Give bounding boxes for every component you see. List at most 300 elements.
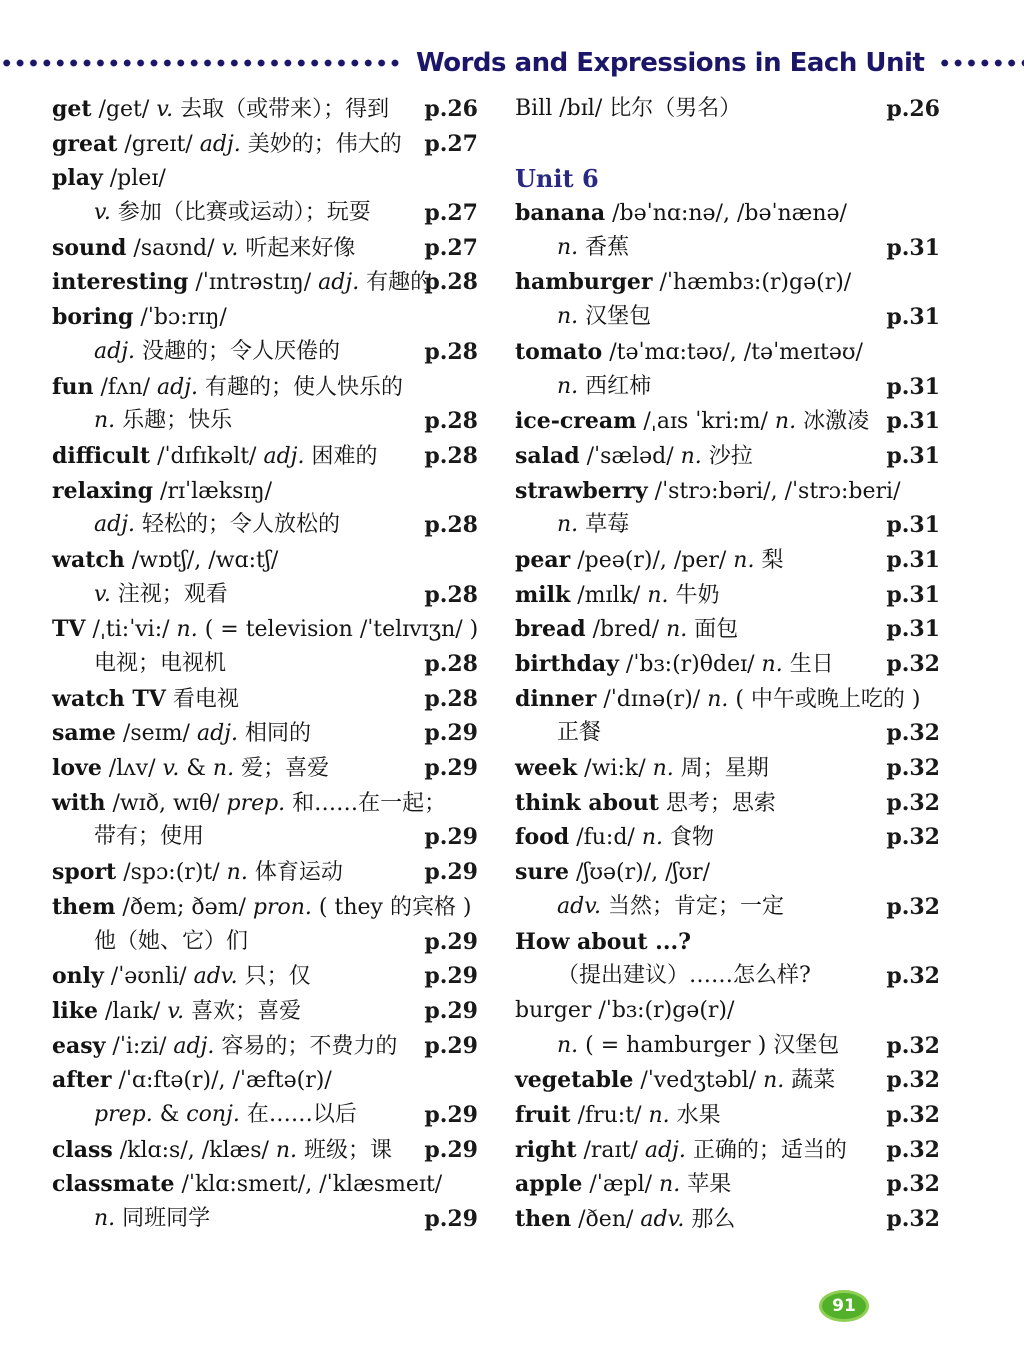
entry-line (52, 716, 478, 751)
entry-text: sport (52, 859, 117, 886)
entry-text: /lʌv/ (101, 756, 163, 782)
entry-text: 香蕉 (578, 234, 630, 260)
entry-text: Bill /bɪl/ 比尔（男名） (515, 96, 742, 121)
entry-text: /klɑ:s/, /klæs/ (112, 1137, 276, 1163)
entry-text: /ˈvedʒtəbl/ (633, 1068, 764, 1094)
entry-text: n. (659, 1172, 681, 1198)
entry-text: 爱；喜爱 (234, 756, 330, 782)
entry-line (515, 92, 940, 127)
entry-text: food (515, 824, 570, 851)
entry-text: adv. (557, 893, 602, 919)
entry-line (52, 1202, 478, 1237)
entry-line (52, 1167, 478, 1202)
entry-text: n. (707, 686, 729, 712)
page-ref: p.32 (886, 1206, 940, 1232)
header-dotted-rule-right (938, 58, 1024, 68)
entry-text: Unit 6 (515, 164, 599, 194)
page-ref: p.28 (424, 269, 478, 296)
entry-text: adj. (94, 338, 136, 364)
entry-text: /seɪm/ (115, 721, 197, 747)
entry-line (52, 508, 478, 543)
entry-text: 同班同学 (115, 1206, 211, 1231)
entry-line (52, 543, 478, 578)
entry-text: 面包 (687, 617, 739, 643)
entry-line (52, 647, 478, 682)
entry-text: burger /ˈbɜ:(r)gə(r)/ (515, 997, 735, 1023)
entry-text: n. (641, 825, 663, 851)
page-ref: p.31 (886, 304, 940, 331)
page-ref: p.29 (424, 1032, 478, 1059)
entry-text: /wɪð, wɪθ/ (105, 790, 227, 816)
entry-text: dinner (515, 685, 597, 712)
entry-line (515, 682, 940, 717)
page-ref: p.32 (886, 893, 940, 920)
entry-text: boring (52, 304, 134, 331)
entry-text: /greɪt/ (117, 131, 200, 157)
entry-line (52, 751, 478, 786)
entry-text: /ʃʊə(r)/, /ʃʊr/ (568, 860, 711, 886)
page-ref: p.29 (424, 1136, 478, 1163)
entry-text: adj. (157, 374, 199, 400)
column-right (515, 92, 940, 1237)
entry-text: 正餐 (557, 720, 602, 746)
entry-text: salad (515, 442, 580, 469)
page-ref: p.32 (886, 1171, 940, 1198)
entry-text: /wɒtʃ/, /wɑ:tʃ/ (124, 547, 279, 573)
entry-text: right (515, 1136, 577, 1163)
entry-line (515, 890, 940, 925)
page-ref: p.29 (424, 1206, 478, 1232)
entry-text: n. (647, 582, 669, 608)
entry-text: ice-cream (515, 408, 637, 435)
entry-text: 参加（比赛或运动）；玩耍 (110, 200, 371, 226)
entry-line (515, 786, 940, 821)
page-ref: p.31 (886, 546, 940, 573)
entry-text: milk (515, 581, 571, 608)
entry-text: /ˌaɪs ˈkri:m/ (636, 409, 775, 435)
entry-line (52, 231, 478, 266)
entry-text: adv. (640, 1207, 685, 1232)
entry-text: /ˈhæmbɜ:(r)gə(r)/ (652, 270, 852, 296)
entry-line (52, 265, 478, 300)
entry-text: v. (167, 998, 185, 1024)
entry-text: n. (666, 617, 688, 643)
entry-text: 食物 (663, 825, 714, 851)
entry-text: 汉堡包 (578, 304, 652, 330)
entry-text: 电视；电视机 (94, 651, 227, 676)
entry-line (515, 231, 940, 266)
entry-text: only (52, 963, 104, 990)
entry-text: banana (515, 200, 606, 227)
entry-text: /wi:k/ (577, 756, 653, 782)
entry-text: /raɪt/ (576, 1137, 645, 1163)
entry-text: adj. (196, 721, 238, 747)
page-header (0, 46, 1024, 80)
entry-text: watch TV (52, 685, 166, 712)
page-number-badge (819, 1290, 869, 1322)
entry-text: /ˈklɑ:smeɪt/, /ˈklæsmeɪt/ (174, 1172, 443, 1198)
page-ref: p.28 (424, 338, 478, 365)
page-ref: p.32 (886, 789, 940, 816)
entry-text: 草莓 (578, 512, 630, 538)
entry-text: then (515, 1206, 572, 1232)
page-ref: p.28 (424, 651, 478, 677)
entry-text: /ˈi:zi/ (105, 1033, 174, 1059)
entry-text: 班级；课 (297, 1137, 393, 1163)
entry-text: 轻松的；令人放松的 (135, 512, 341, 538)
entry-text: 思考；思索 (658, 790, 776, 816)
entry-text: fun (52, 373, 94, 400)
entry-line (52, 1133, 478, 1168)
entry-text: difficult (52, 442, 151, 469)
entry-line (52, 335, 478, 370)
entry-line (52, 127, 478, 162)
entry-text: 没趣的；令人厌倦的 (135, 338, 341, 364)
entry-text: easy (52, 1032, 106, 1059)
entry-text: n. (176, 617, 198, 643)
entry-text: strawberry (515, 477, 648, 504)
entry-text: /rɪˈlæksɪŋ/ (153, 478, 273, 504)
entry-text: great (52, 130, 118, 157)
page-ref: p.27 (424, 200, 478, 227)
entry-line (52, 925, 478, 960)
entry-line (515, 196, 940, 231)
entry-text: hamburger (515, 269, 653, 296)
entry-line (52, 1063, 478, 1098)
page-ref: p.29 (424, 824, 478, 851)
entry-line (515, 959, 940, 994)
page-title: Words and Expressions in Each Unit (416, 48, 925, 78)
entry-line (52, 855, 478, 890)
entry-text: relaxing (52, 477, 154, 504)
entry-text: 冰激凌 (796, 409, 870, 435)
entry-text: with (52, 789, 106, 816)
entry-text: 听起来好像 (238, 235, 356, 261)
page-ref: p.29 (424, 997, 478, 1024)
entry-text: n. (557, 512, 579, 538)
page-ref: p.32 (886, 720, 940, 747)
entry-text: sound (52, 234, 127, 261)
entry-text: sure (515, 859, 569, 886)
entry-text: adj. (94, 512, 136, 538)
entry-text: week (515, 755, 578, 782)
entry-text: 体育运动 (247, 860, 343, 886)
entry-line (52, 1029, 478, 1064)
entry-text: /fʌn/ (93, 374, 158, 400)
entry-text: /ˌti:ˈvi:/ (85, 617, 177, 643)
header-dotted-rule-left (0, 58, 402, 68)
entry-text: think about (515, 789, 659, 816)
column-left (52, 92, 478, 1237)
page-ref: p.32 (886, 755, 940, 782)
entry-text: adj. (263, 443, 305, 469)
page-ref: p.27 (424, 130, 478, 157)
page-ref: p.28 (424, 685, 478, 712)
entry-text: /ˈəʊnli/ (103, 964, 194, 990)
entry-line (515, 647, 940, 682)
page-ref: p.32 (886, 1101, 940, 1128)
entry-text: adj. (644, 1137, 686, 1163)
entry-line (52, 682, 478, 717)
entry-text: bread (515, 616, 586, 643)
entry-line (515, 1098, 940, 1133)
entry-line (515, 925, 940, 960)
page-ref: p.28 (424, 581, 478, 608)
entry-text: 注视；观看 (110, 581, 228, 607)
entry-text: n. (648, 1102, 670, 1128)
entry-line (515, 1202, 940, 1237)
page-ref: p.32 (886, 1067, 940, 1094)
entry-text: 那么 (684, 1207, 736, 1232)
entry-text: /ˈstrɔ:bəri/, /ˈstrɔ:beri/ (647, 478, 901, 504)
entry-text: 水果 (669, 1102, 721, 1128)
entry-text: tomato (515, 338, 603, 365)
entry-text: n. (680, 443, 702, 469)
entry-text: 有趣的 (359, 270, 433, 296)
entry-line (52, 439, 478, 474)
entry-text: 蔬菜 (784, 1068, 836, 1094)
page-ref: p.26 (424, 96, 478, 122)
page-ref: p.29 (424, 720, 478, 747)
entry-text: 在……以后 (239, 1101, 357, 1127)
entry-line (52, 196, 478, 231)
page-ref: p.32 (886, 1032, 940, 1059)
page-ref: p.32 (886, 963, 940, 990)
entry-line (515, 716, 940, 751)
entry-line (52, 820, 478, 855)
entry-text: pear (515, 546, 571, 573)
entry-text: 苹果 (680, 1172, 732, 1198)
page-ref: p.29 (424, 963, 478, 990)
entry-text: 梨 (754, 547, 784, 573)
entry-text: love (52, 755, 102, 782)
entry-text: 带有；使用 (94, 824, 205, 850)
entry-line (515, 1133, 940, 1168)
page-ref: p.29 (424, 859, 478, 886)
entry-line (515, 300, 940, 335)
page-ref: p.32 (886, 824, 940, 851)
entry-text: /saʊnd/ (126, 235, 222, 261)
entry-text: /get/ (91, 97, 157, 122)
page-ref: p.32 (886, 1136, 940, 1163)
entry-text: adj. (173, 1033, 215, 1059)
entry-text: 正确的；适当的 (685, 1137, 847, 1163)
entry-line (515, 1029, 940, 1064)
page-ref: p.31 (886, 616, 940, 643)
page-ref: p.31 (886, 373, 940, 400)
entry-text: ( = hamburger ) 汉堡包 (578, 1032, 840, 1058)
entry-text: /laɪk/ (97, 998, 168, 1024)
entry-text: 当然；肯定；一定 (601, 893, 785, 919)
page-ref: p.31 (886, 234, 940, 261)
entry-text: /ðem; ðəm/ (115, 894, 253, 920)
entry-line (52, 890, 478, 925)
entry-text: n. (557, 373, 579, 399)
entry-text: & (152, 1101, 187, 1127)
entry-text: interesting (52, 269, 189, 296)
entry-text: vegetable (515, 1067, 634, 1094)
entry-text: /fru:t/ (570, 1102, 649, 1128)
entry-line (52, 300, 478, 335)
entry-line (515, 855, 940, 890)
entry-text: 周；星期 (673, 756, 769, 782)
entry-text: 西红柿 (578, 373, 652, 399)
entry-text: adj. (318, 270, 360, 296)
entry-text: class (52, 1136, 113, 1163)
page-ref: p.29 (424, 755, 478, 782)
entry-line (52, 612, 478, 647)
page-ref: p.28 (424, 442, 478, 469)
entry-text: classmate (52, 1171, 175, 1198)
entry-text: /ˈɑ:ftə(r)/, /ˈæftə(r)/ (111, 1068, 332, 1094)
entry-text: n. (557, 234, 579, 260)
entry-text: /mɪlk/ (570, 582, 648, 608)
entry-line (52, 994, 478, 1029)
entry-line (515, 474, 940, 509)
entry-text: 容易的；不费力的 (214, 1033, 398, 1059)
page-ref: p.31 (886, 408, 940, 435)
page-ref: p.28 (424, 512, 478, 539)
entry-text: 去取（或带来）；得到 (173, 97, 390, 122)
entry-text: them (52, 893, 116, 920)
entry-text: 困难的 (304, 443, 378, 469)
page-ref: p.26 (886, 96, 940, 122)
entry-line (52, 786, 478, 821)
entry-text: get (52, 96, 92, 122)
entry-text: n. (761, 652, 783, 677)
entry-text: /ˈdɪnə(r)/ (596, 686, 708, 712)
entry-line (515, 265, 940, 300)
entry-text: （提出建议）……怎么样? (557, 963, 811, 989)
page-ref: p.29 (424, 928, 478, 955)
entry-text: watch (52, 546, 125, 573)
entry-text: How about ...? (515, 928, 692, 955)
entry-text: adv. (193, 964, 238, 990)
entry-text: 看电视 (165, 686, 239, 712)
entry-text: /ˈbɔ:rɪŋ/ (133, 305, 227, 331)
page-ref: p.31 (886, 581, 940, 608)
entry-text: 牛奶 (668, 582, 720, 608)
entry-text: v. (94, 581, 111, 607)
entry-text: /pleɪ/ (102, 166, 166, 192)
entry-text: n. (226, 860, 248, 886)
entry-text: like (52, 997, 98, 1024)
entry-text: /ˈæpl/ (582, 1172, 660, 1198)
entry-text: 生日 (782, 652, 834, 677)
entry-text: n. (275, 1137, 298, 1163)
entry-line (52, 161, 478, 196)
entry-line (515, 820, 940, 855)
entry-text: prep. (226, 790, 286, 816)
entry-line (52, 959, 478, 994)
entry-text: fruit (515, 1101, 571, 1128)
entry-text: 和……在一起； (285, 790, 447, 816)
entry-text: pron. (252, 894, 312, 920)
entry-text: 有趣的；使人快乐的 (198, 374, 404, 400)
entry-line (52, 578, 478, 613)
entry-line (515, 578, 940, 613)
entry-text: /fu:d/ (569, 825, 642, 851)
entry-text: ( 中午或晚上吃的 ) (728, 686, 921, 712)
entry-line (515, 994, 940, 1029)
entry-text: play (52, 165, 103, 192)
page-ref: p.29 (424, 1101, 478, 1128)
entry-line (52, 92, 478, 127)
entry-line (515, 404, 940, 439)
entry-line (515, 335, 940, 370)
entry-text: 沙拉 (701, 443, 753, 469)
entry-line (52, 370, 478, 405)
entry-line (515, 543, 940, 578)
entry-line (515, 370, 940, 405)
page-ref: p.31 (886, 442, 940, 469)
entry-text: /ðen/ (571, 1207, 641, 1232)
entry-text: n. (652, 756, 674, 782)
entry-text: v. (94, 200, 111, 226)
entry-text: /ˈbɜ:(r)θdeɪ/ (618, 652, 762, 677)
entry-text: after (52, 1067, 112, 1094)
entry-text: 美妙的；伟大的 (240, 131, 402, 157)
entry-text: adj. (199, 131, 241, 157)
entry-line (52, 1098, 478, 1133)
entry-text: /bred/ (585, 617, 667, 643)
entry-text: /ˈsæləd/ (579, 443, 681, 469)
entry-line (515, 612, 940, 647)
entry-text: /təˈmɑ:təʊ/, /təˈmeɪtəʊ/ (602, 339, 863, 365)
entry-text: n. (94, 1206, 116, 1231)
entry-text: n. (212, 756, 235, 782)
page-ref: p.31 (886, 512, 940, 539)
entry-text: ( = television /ˈtelɪvɪʒn/ ) (197, 617, 479, 643)
entry-text: & (179, 756, 213, 782)
entry-text: ( they 的宾格 ) (311, 894, 472, 920)
entry-line (515, 751, 940, 786)
entry-text: conj. (186, 1101, 240, 1127)
entry-text: same (52, 720, 116, 747)
entry-line (515, 439, 940, 474)
entry-text: TV (52, 616, 86, 643)
entry-text: /bəˈnɑ:nə/, /bəˈnænə/ (605, 201, 847, 227)
entry-text: /peə(r)/, /per/ (570, 547, 734, 573)
entry-line (515, 508, 940, 543)
entry-line (52, 404, 478, 439)
entry-text: 相同的 (237, 721, 311, 747)
entry-text: n. (774, 409, 797, 435)
page-ref: p.32 (886, 651, 940, 677)
entry-text: 只；仅 (237, 964, 311, 990)
entry-text: n. (733, 547, 755, 573)
page-ref: p.27 (424, 234, 478, 261)
entry-text: prep. (94, 1101, 153, 1127)
entry-text: /ˈɪntrəstɪŋ/ (188, 270, 319, 296)
entry-text: n. (763, 1068, 785, 1094)
spacer-line (515, 127, 940, 162)
entry-text: 乐趣；快乐 (115, 408, 233, 434)
entry-text: /spɔ:(r)t/ (116, 860, 227, 886)
entry-text: /ˈdɪfɪkəlt/ (150, 443, 264, 469)
page-number: 91 (832, 1296, 856, 1316)
entry-text: n. (557, 1032, 579, 1058)
entry-text: v. (221, 235, 239, 261)
entry-text: 喜欢；喜爱 (184, 998, 302, 1024)
entry-text: v. (162, 756, 180, 782)
entry-line (515, 1063, 940, 1098)
entry-text: apple (515, 1171, 583, 1198)
unit-heading (515, 161, 940, 196)
entry-line (52, 474, 478, 509)
page-ref: p.28 (424, 408, 478, 435)
entry-text: n. (94, 408, 116, 434)
